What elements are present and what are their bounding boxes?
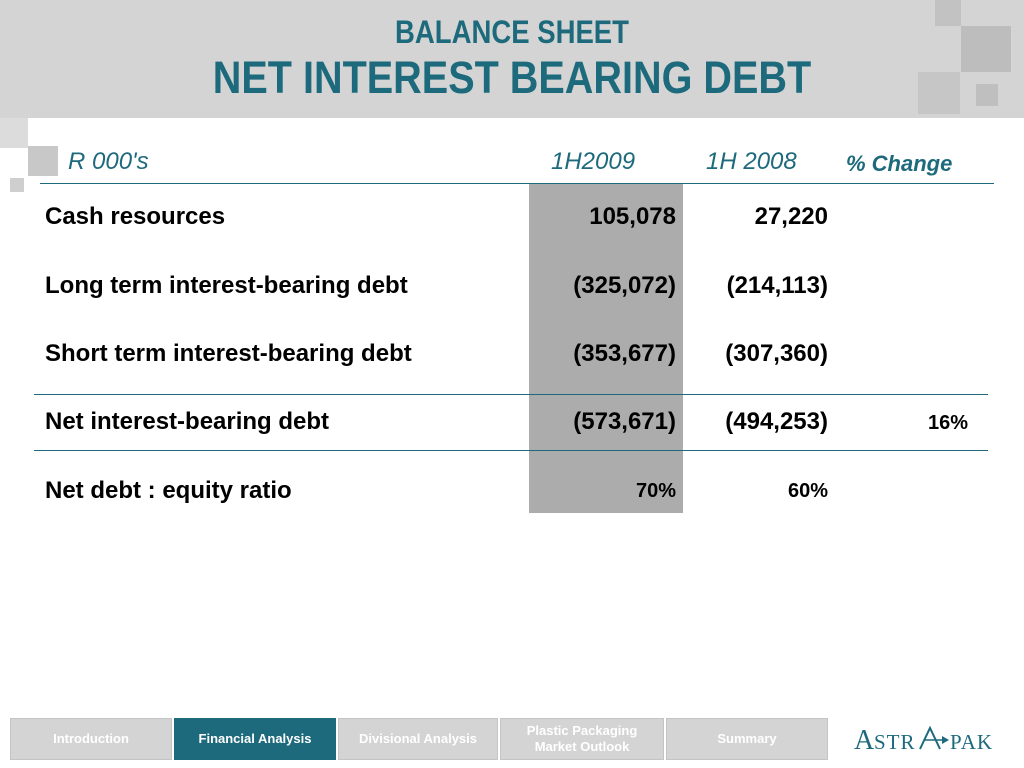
nav-introduction[interactable] (10, 718, 172, 760)
section-nav (10, 718, 828, 760)
row-label: Long term interest-bearing debt (45, 272, 408, 299)
col-header-1h2009: 1H2009 (551, 148, 636, 175)
cell-1h2009: (573,671) (573, 408, 676, 435)
row-label: Net interest-bearing debt (45, 408, 330, 435)
slide-title-line2: NET INTEREST BEARING DEBT (212, 52, 812, 103)
nav-label: Divisional Analysis (358, 731, 477, 746)
nav-label: Financial Analysis (198, 731, 312, 746)
nav-label: Plastic Packaging Market Outlook (526, 723, 638, 754)
row-label: Short term interest-bearing debt (45, 340, 412, 367)
astrapak-logo (854, 722, 1014, 756)
cell-1h2009: 70% (635, 480, 676, 502)
cell-1h2009: 105,078 (589, 203, 676, 230)
nav-summary[interactable] (666, 718, 828, 760)
cell-1h2008: 60% (787, 480, 828, 502)
cell-1h2009: (325,072) (573, 272, 676, 299)
svg-text:STR: STR (874, 730, 916, 754)
unit-label: R 000's (68, 148, 149, 175)
header-rule (40, 183, 994, 184)
slide-title-line1: BALANCE SHEET (395, 14, 629, 50)
nav-label: Summary (717, 731, 777, 746)
nav-plastic-packaging-market-outlook[interactable] (500, 718, 664, 760)
cell-1h2009: (353,677) (573, 340, 676, 367)
svg-text:PAK: PAK (950, 730, 994, 754)
cell-1h2008: 27,220 (754, 203, 828, 230)
row-label: Net debt : equity ratio (45, 477, 292, 504)
col-header-change: % Change (846, 151, 953, 176)
total-rule-bottom (34, 450, 988, 451)
cell-1h2008: (307,360) (725, 340, 828, 367)
col-header-1h2008: 1H 2008 (706, 148, 797, 175)
nav-divisional-analysis[interactable] (338, 718, 498, 760)
cell-change: 16% (927, 412, 968, 434)
cell-1h2008: (494,253) (725, 408, 828, 435)
nav-financial-analysis[interactable] (174, 718, 336, 760)
astrapak-logo-mark (854, 722, 1014, 756)
cell-1h2008: (214,113) (726, 272, 828, 299)
nav-label: Introduction (53, 731, 129, 746)
svg-text:A: A (854, 725, 876, 756)
row-label: Cash resources (45, 203, 226, 230)
total-rule-top (34, 394, 988, 395)
